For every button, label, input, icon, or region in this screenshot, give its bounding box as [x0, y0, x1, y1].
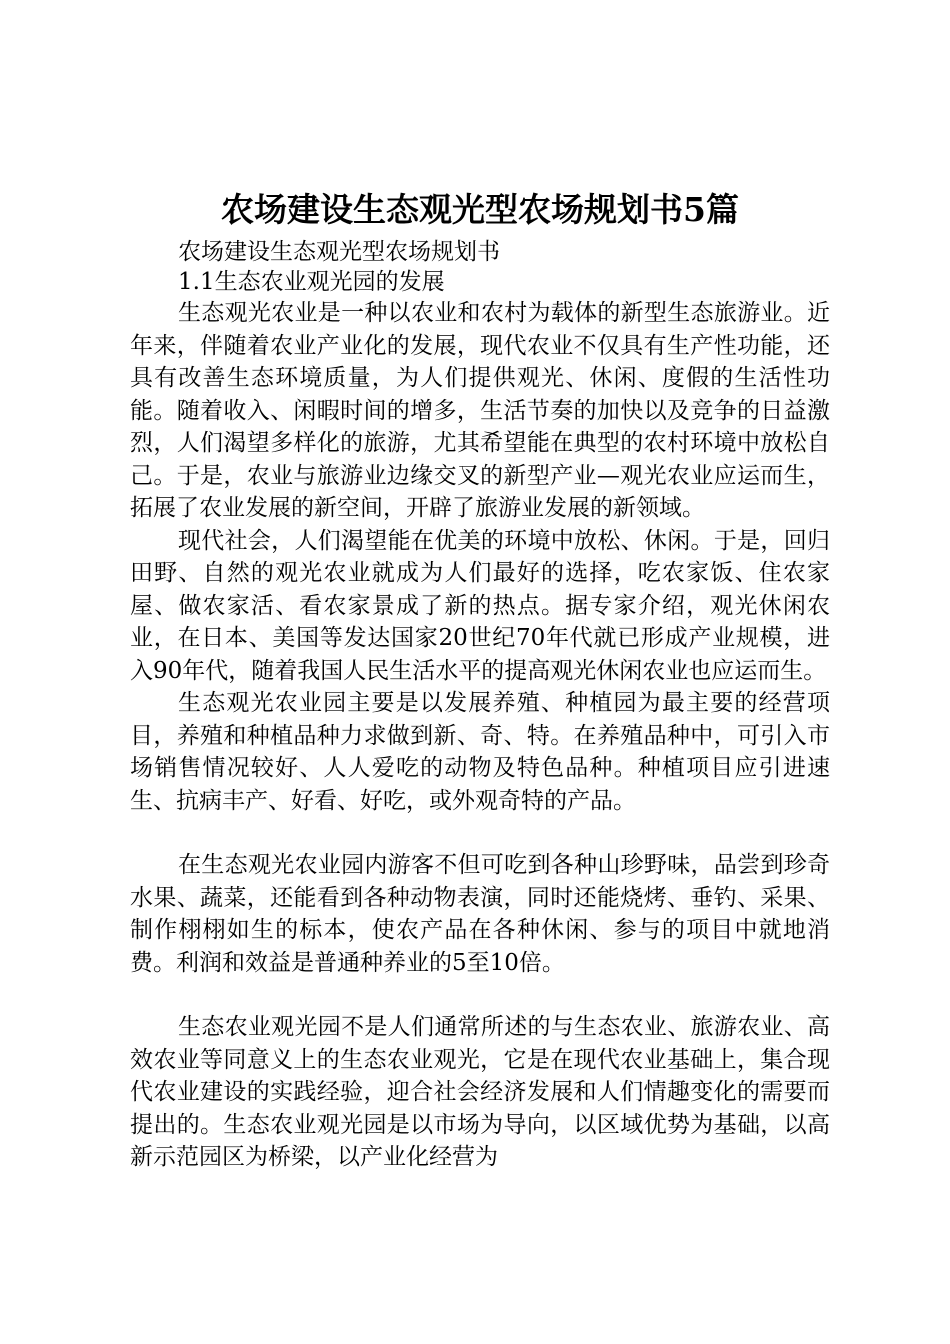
paragraph-5: 生态农业观光园不是人们通常所述的与生态农业、旅游农业、高效农业等同意义上的生态农业观光，它是在现代农业基础上，集合现代农业建设的实践经验，迎合社会经济发展和人们情趣变化的需要而提出的。生态农业观光园是以市场为导向，以区域优势为基础，以高新示范园区为桥梁，以产业化经营为 — [130, 1014, 830, 1170]
document-page — [130, 185, 830, 1174]
document-subtitle: 农场建设生态观光型农场规划书 — [178, 239, 500, 265]
paragraph-3: 生态观光农业园主要是以发展养殖、种植园为最主要的经营项目，养殖和种植品种力求做到新、奇、特。在养殖品种中，可引入市场销售情况较好、人人爱吃的动物及特色品种。种植项目应引进速生、抗病丰产、好看、好吃，或外观奇特的产品。 — [130, 690, 830, 814]
paragraph-2: 现代社会，人们渴望能在优美的环境中放松、休闲。于是，回归田野、自然的观光农业就成为人们最好的选择，吃农家饭、住农家屋、做农家活、看农家景成了新的热点。据专家介绍，观光休闲农业，在日本、美国等发达国家20世纪70年代就已形成产业规模，进入90年代，随着我国人民生活水平的提高观光休闲农业也应运而生。 — [130, 527, 830, 684]
paragraph-4: 在生态观光农业园内游客不但可吃到各种山珍野味，品尝到珍奇水果、蔬菜，还能看到各种动物表演，同时还能烧烤、垂钓、采果、制作栩栩如生的标本，使农产品在各种休闲、参与的项目中就地消费。利润和效益是普通种养业的5至10倍。 — [130, 852, 830, 976]
paragraph-1: 生态观光农业是一种以农业和农村为载体的新型生态旅游业。近年来，伴随着农业产业化的发展，现代农业不仅具有生产性功能，还具有改善生态环境质量，为人们提供观光、休闲、度假的生活性功能。随着收入、闲暇时间的增多，生活节奏的加快以及竞争的日益激烈，人们渴望多样化的旅游，尤其希望能在典型的农村环境中放松自己。于是，农业与旅游业边缘交叉的新型产业—观光农业应运而生，拓展了农业发展的新空间，开辟了旅游业发展的新领域。 — [130, 300, 830, 521]
document-title: 农场建设生态观光型农场规划书5篇 — [221, 190, 739, 229]
section-heading: 1.1生态农业观光园的发展 — [178, 269, 445, 295]
